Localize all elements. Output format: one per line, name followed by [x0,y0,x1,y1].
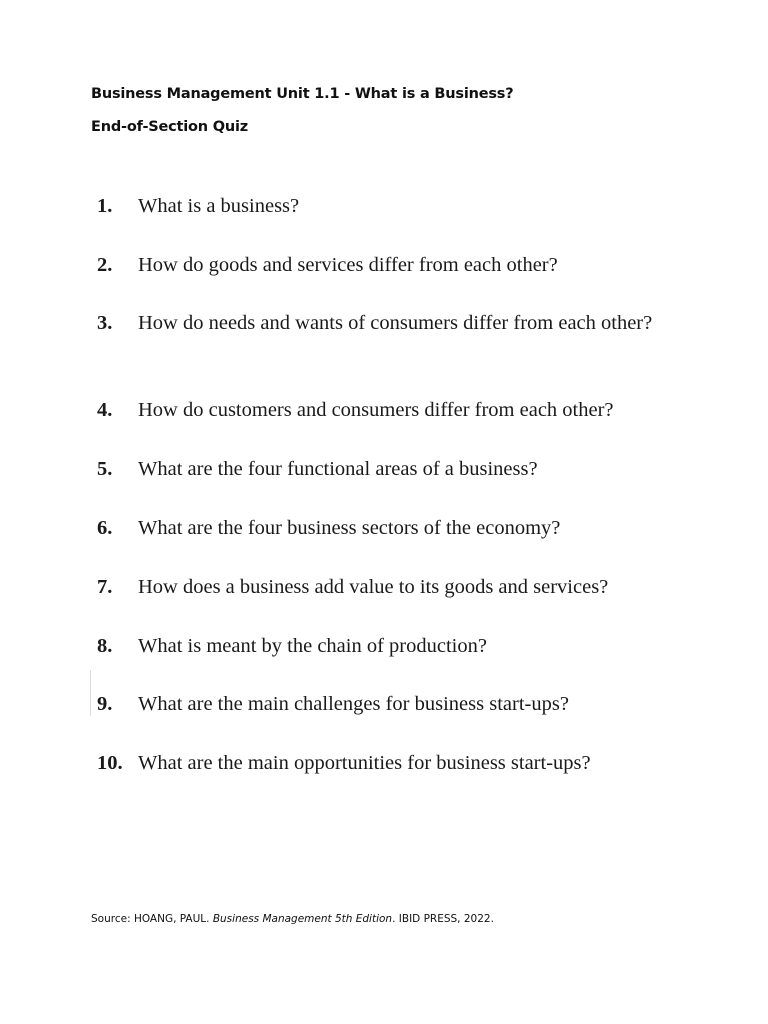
question-text: What are the four functional areas of a business? [138,458,538,480]
question-text: What is meant by the chain of production? [138,635,487,657]
question-number: 1. [97,195,113,217]
document-subtitle: End-of-Section Quiz [91,119,249,135]
document-title: Business Management Unit 1.1 - What is a Business? [91,86,514,102]
source-citation [91,913,494,925]
question-number: 6. [97,517,113,539]
question-number: 3. [97,312,113,334]
question-text: How do needs and wants of consumers differ from each other? [138,312,653,334]
question-text: How do customers and consumers differ from each other? [138,399,614,421]
question-number: 4. [97,399,113,421]
question-number: 2. [97,254,113,276]
question-number: 8. [97,635,113,657]
source-prefix: Source: HOANG, PAUL. [91,913,213,925]
question-text: How do goods and services differ from each other? [138,254,558,276]
question-number: 9. [97,693,113,715]
question-text: How does a business add value to its goods and services? [138,576,609,598]
source-book-title: Business Management 5th Edition [212,913,393,925]
source-suffix: . IBID PRESS, 2022. [392,913,494,925]
question-number: 10. [97,752,123,774]
scan-margin-divider [90,670,91,716]
question-text: What is a business? [138,195,300,217]
question-text: What are the four business sectors of the economy? [138,517,561,539]
question-text: What are the main opportunities for business start-ups? [138,752,591,774]
question-number: 5. [97,458,113,480]
question-text: What are the main challenges for business start-ups? [138,693,569,715]
question-number: 7. [97,576,113,598]
